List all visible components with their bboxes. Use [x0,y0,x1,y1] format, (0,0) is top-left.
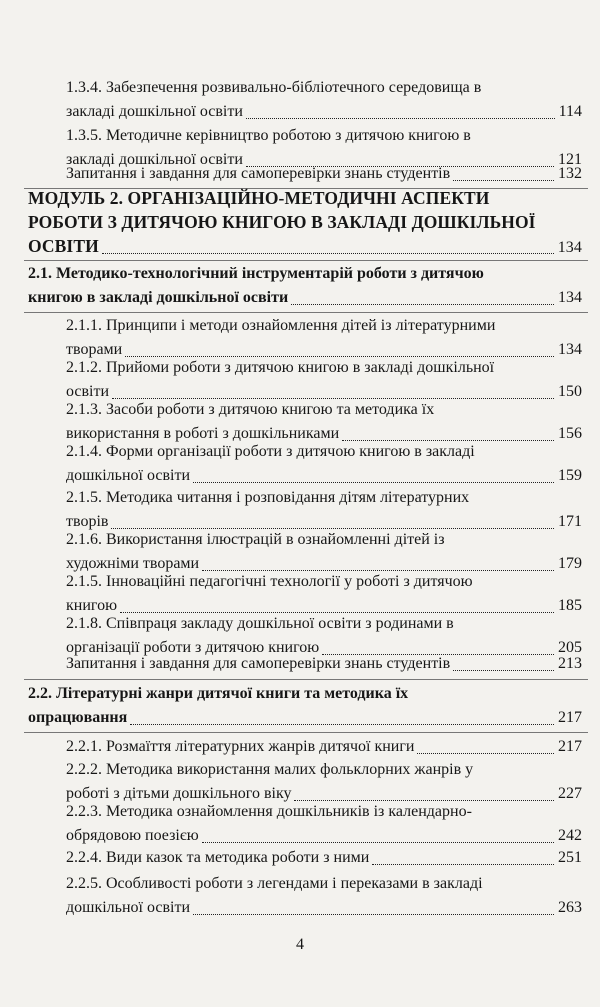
toc-entry-text: книгою [66,597,118,614]
toc-section-2-2 [28,682,582,730]
toc-page-number: 134 [558,289,582,306]
toc-page-number: 251 [558,849,582,866]
toc-entry-text: художніми творами [66,555,200,572]
toc-entry-text: 2.1.1. Принципи і методи ознайомлення дітей із літературними [66,317,496,334]
toc-entry-text: 2.2.2. Методика використання малих фольклорних жанрів у [66,761,474,778]
toc-entry-2-1-1 [66,314,582,362]
toc-entry-text: дошкільної освіти [66,467,191,484]
toc-entry-text: 2.1.4. Форми організації роботи з дитячою книгою в закладі [66,443,475,460]
toc-entry-2-2-5 [66,872,582,920]
toc-entry-text: 1.3.5. Методичне керівництво роботою з дитячою книгою в [66,127,471,144]
toc-entry-text: обрядовою поезією [66,827,199,844]
toc-entry-2-2-2 [66,758,582,806]
toc-page-number: 121 [558,151,582,168]
toc-page-number: 185 [558,597,582,614]
toc-page-number: 132 [558,165,582,182]
toc-section-2-1 [28,262,582,310]
toc-page-number: 134 [557,239,582,256]
section-divider [24,312,588,313]
toc-entry-text: 2.2.3. Методика ознайомлення дошкільників із календарно- [66,803,472,820]
toc-entry-text: творів [66,513,109,530]
toc-entry-text: Запитання і завдання для самоперевірки знань студентів [66,655,451,672]
toc-entry-text: закладі дошкільної освіти [66,151,243,168]
toc-entry-2-1-4 [66,440,582,488]
toc-page-number: 134 [558,341,582,358]
toc-entry-text: 2.1. Методико-технологічний інструментарій роботи з дитячою [28,265,484,282]
toc-entry-text: роботі з дітьми дошкільного віку [66,785,292,802]
toc-page-number: 217 [558,738,582,755]
toc-entry-text: 2.2.1. Розмаїття літературних жанрів дитячої книги [66,738,415,755]
toc-entry-2-1-5 [66,486,582,534]
toc-entry-2-1-3 [66,398,582,446]
dot-leader [291,304,554,305]
toc-entry-1-3-4 [66,76,582,124]
toc-entry-text: РОБОТИ З ДИТЯЧОЮ КНИГОЮ В ЗАКЛАДІ ДОШКІЛЬНОЇ [28,212,536,232]
toc-entry-text: 2.1.8. Співпраця закладу дошкільної освіти з родинами в [66,615,454,632]
toc-entry-text: МОДУЛЬ 2. ОРГАНІЗАЦІЙНО-МЕТОДИЧНІ АСПЕКТИ [28,188,490,208]
toc-entry-text: книгою в закладі дошкільної освіти [28,289,289,306]
dot-leader [246,118,555,119]
toc-entry-text: 2.1.3. Засоби роботи з дитячою книгою та методика їх [66,401,435,418]
toc-page-number: 114 [558,103,582,120]
toc-entry-2-2-3 [66,800,582,848]
dot-leader [417,753,554,754]
toc-module-2 [28,186,582,260]
page-number: 4 [296,936,304,953]
dot-leader [372,864,554,865]
toc-page-number: 227 [558,785,582,802]
toc-entry-text: 1.3.4. Забезпечення розвивально-бібліотечного середовища в [66,79,482,96]
toc-entry-text: 2.2.5. Особливості роботи з легендами і переказами в закладі [66,875,483,892]
toc-entry-text: 2.2.4. Види казок та методика роботи з ними [66,849,370,866]
toc-entry-2-1-6 [66,528,582,576]
toc-entry-2-2-1 [66,735,582,759]
dot-leader [193,914,554,915]
section-divider [24,679,588,680]
toc-entry-text: Запитання і завдання для самоперевірки знань студентів [66,165,451,182]
toc-entry-text: дошкільної освіти [66,899,191,916]
toc-entry-text: організації роботи з дитячою книгою [66,639,320,656]
toc-entry-2-1-7 [66,570,582,618]
toc-entry-text: 2.1.5. Інноваційні педагогічні технології у роботі з дитячою [66,573,473,590]
toc-page-number: 171 [558,513,582,530]
toc-entry-text: 2.2. Літературні жанри дитячої книги та методика їх [28,685,409,702]
toc-entry-2-2-4 [66,846,582,870]
dot-leader [193,482,554,483]
toc-entry-text: закладі дошкільної освіти [66,103,243,120]
dot-leader [453,670,554,671]
toc-entry-questions-1 [66,162,582,186]
toc-page-number: 156 [558,425,582,442]
toc-page-number: 205 [558,639,582,656]
dot-leader [453,180,554,181]
section-divider [24,260,588,261]
dot-leader [130,724,554,725]
toc-entry-text: 2.1.5. Методика читання і розповідання дітям літературних [66,489,470,506]
toc-page-number: 242 [558,827,582,844]
toc-page-number: 159 [558,467,582,484]
toc-entry-text: творами [66,341,123,358]
toc-entry-2-1-2 [66,356,582,404]
toc-entry-text: опрацювання [28,709,128,726]
toc-page-number: 179 [558,555,582,572]
dot-leader [102,253,554,254]
toc-page-number: 150 [558,383,582,400]
toc-page-number: 263 [558,899,582,916]
toc-entry-text: освіти [66,383,110,400]
toc-entry-questions-2 [66,652,582,676]
dot-leader [202,842,554,843]
toc-entry-text: ОСВІТИ [28,236,99,256]
section-divider [24,732,588,733]
toc-entry-text: 2.1.6. Використання ілюстрацій в ознайомленні дітей із [66,531,445,548]
toc-entry-text: використання в роботі з дошкільниками [66,425,340,442]
toc-entry-text: 2.1.2. Прийоми роботи з дитячою книгою в закладі дошкільної [66,359,495,376]
toc-page-number: 213 [558,655,582,672]
toc-page-number: 217 [558,709,582,726]
